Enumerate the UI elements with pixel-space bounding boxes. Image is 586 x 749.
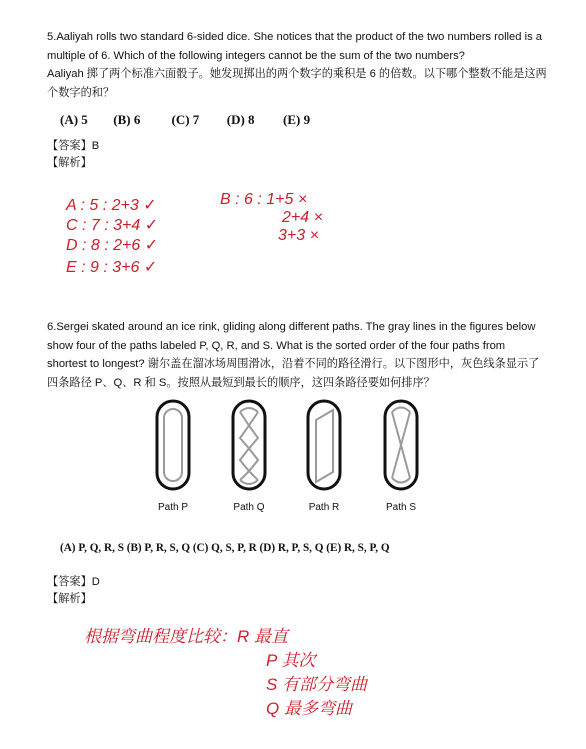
q6-choices	[60, 542, 390, 554]
q6-handwriting	[80, 618, 400, 728]
path-q-rink	[233, 401, 265, 489]
path-p-label: Path P	[157, 502, 189, 513]
q5-choices	[60, 112, 310, 128]
q6-choice-b: (B) P, R, S, Q	[126, 542, 191, 554]
q5-choice-c: (C) 7	[171, 112, 200, 127]
q6-hand-line-1: 根据弯曲程度比较：R 最直	[84, 627, 288, 646]
q6-hand-line-3: S 有部分弯曲	[266, 675, 368, 694]
q6-question	[47, 318, 547, 392]
q5-choice-b: (B) 6	[113, 112, 141, 127]
q5-choice-e: (E) 9	[283, 112, 311, 127]
q6-hand-line-2: P 其次	[266, 651, 316, 670]
q6-text-zh: 谢尔盖在溜冰场周围滑冰，沿着不同的路径滑行。以下图形中，灰色线条显示了四条路径 P、Q、R 和 S。按照从最短到最长的顺序，这四条路径要如何排序？	[47, 358, 540, 389]
path-s-figure	[385, 401, 417, 513]
q6-hand-line-4: Q 最多弯曲	[266, 699, 352, 718]
q6-choice-d: (D) R, P, S, Q	[259, 542, 324, 554]
q6-answer: 【答案】D	[47, 576, 100, 588]
q5-question	[47, 28, 547, 102]
q5-analysis-label: 【解析】	[47, 157, 92, 169]
paths-figure	[140, 396, 450, 521]
path-q-label: Path Q	[233, 502, 265, 513]
q5-hand-line-5: B : 6 : 1+5 ×	[220, 191, 308, 208]
path-q-figure	[233, 401, 265, 513]
path-p-figure	[157, 401, 189, 513]
q6-text-en: 6.Sergei skated around an ice rink, gliding along different paths. The gray lines in the figures below show four of the paths labeled P, Q, R, and S. What is the sorted order of the four paths from shortest to longest?	[47, 321, 536, 371]
q5-hand-line-4: E : 9 : 3+6 ✓	[66, 259, 158, 276]
q5-hand-line-2: C : 7 : 3+4 ✓	[66, 217, 159, 234]
q6-choice-e: (E) R, S, P, Q	[326, 542, 390, 554]
q5-text-en: 5.Aaliyah rolls two standard 6-sided dice. She notices that the product of the two numbers rolled is a multiple of 6. Which of the following integers cannot be the sum of the two numbers?	[47, 31, 543, 62]
q5-hand-line-3: D : 8 : 2+6 ✓	[66, 237, 159, 254]
path-r-line	[316, 410, 333, 482]
path-q-line	[240, 412, 258, 480]
path-s-label: Path S	[385, 502, 417, 513]
path-s-line	[392, 408, 410, 483]
q5-hand-line-1: A : 5 : 2+3 ✓	[66, 197, 157, 214]
q5-handwriting	[60, 186, 360, 286]
q5-hand-line-7: 3+3 ×	[278, 227, 319, 244]
q6-choice-c: (C) Q, S, P, R	[192, 542, 257, 554]
path-p-rink	[157, 401, 189, 489]
q6-analysis-label: 【解析】	[47, 593, 92, 605]
path-r-figure	[308, 401, 340, 513]
q5-choice-a: (A) 5	[60, 112, 88, 127]
q5-text-zh: Aaliyah 掷了两个标准六面骰子。她发现掷出的两个数字的乘积是 6 的倍数。以下哪个整数不能是这两个数字的和？	[47, 68, 547, 99]
path-p-line	[164, 409, 182, 481]
path-r-label: Path R	[308, 502, 340, 513]
q6-choice-a: (A) P, Q, R, S	[60, 542, 124, 554]
path-q-line-caps	[240, 408, 258, 484]
q5-answer: 【答案】B	[47, 140, 100, 152]
q5-hand-line-6: 2+4 ×	[282, 209, 323, 226]
q5-choice-d: (D) 8	[226, 112, 255, 127]
